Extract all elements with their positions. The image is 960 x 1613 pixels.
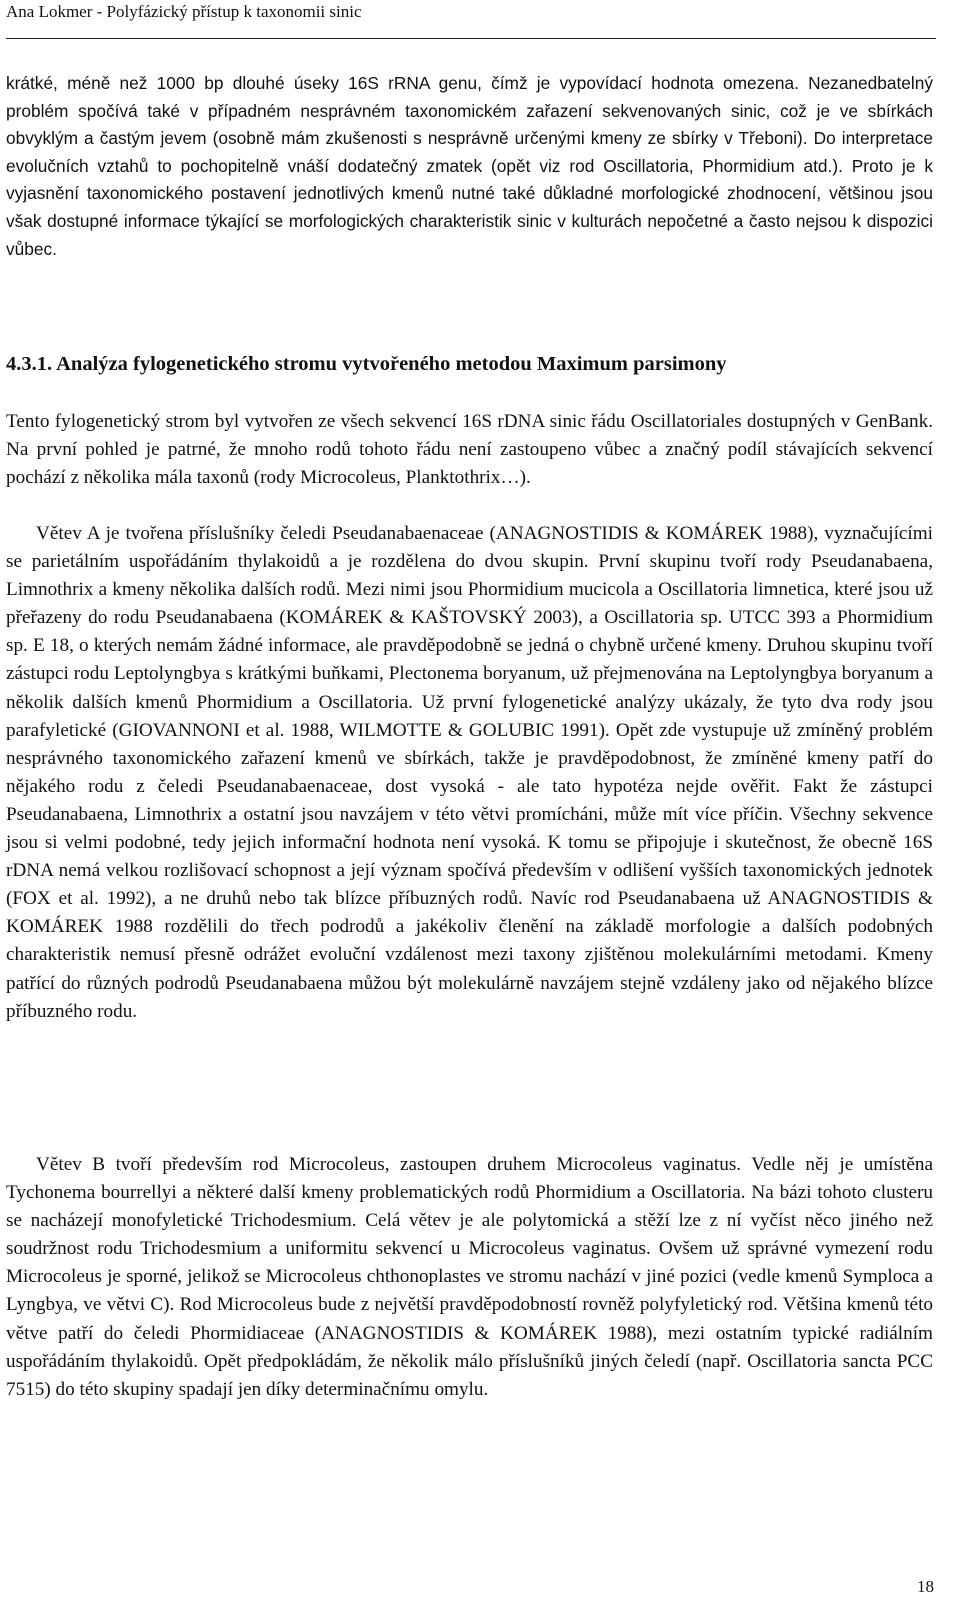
- page-number: 18: [917, 1577, 934, 1596]
- section-heading: 4.3.1. Analýza fylogenetického stromu vytvořeného metodou Maximum parsimony: [6, 353, 727, 375]
- header-rule: [6, 38, 936, 39]
- section-paragraph-1: Tento fylogenetický strom byl vytvořen ze všech sekvencí 16S rDNA sinic řádu Oscillatoriales dostupných v GenBank. Na první pohled je patrné, že mnoho rodů tohoto řádu není zastoupeno vůbec a značný podíl stávajících sekvencí pochází z několika mála taxonů (rody Microcoleus, Planktothrix…).: [6, 411, 933, 489]
- intro-paragraph: krátké, méně než 1000 bp dlouhé úseky 16S rRNA genu, čímž je vypovídací hodnota omezena. Nezanedbatelný problém spočívá také v případném nesprávném taxonomickém zařazení sekvenovaných sinic, což je ve sbírkách obvyklým a častým jevem (osobně mám zkušenosti s nesprávně určenými kmeny ze sbírky v Třeboni). Do interpretace evolučních vztahů to pochopitelně vnáší dodatečný zmatek (opět viz rod Oscillatoria, Phormidium atd.). Proto je k vyjasnění taxonomického postavení jednotlivých kmenů nutné také důkladné morfologické zhodnocení, většinou jsou však dostupné informace týkající se morfologických charakteristik sinic v kulturách nepočetné a často nejsou k dispozici vůbec.: [6, 73, 933, 259]
- section-paragraph-3: Větev B tvoří především rod Microcoleus, zastoupen druhem Microcoleus vaginatus. Vedle něj je umístěna Tychonema bourrellyi a některé další kmeny problematických rodů Phormidium a Oscillatoria. Na bázi tohoto clusteru se nacházejí monofyletické Trichodesmium. Celá větev je ale polytomická a stěží lze z ní vyčíst něco jiného než soudržnost rodu Trichodesmium a uniformitu sekvencí u Microcoleus vaginatus. Ovšem už správné vymezení rodu Microcoleus je sporné, jelikož se Microcoleus chthonoplastes ve stromu nachází v jiné pozici (vedle kmenů Symploca a Lyngbya, ve větvi C). Rod Microcoleus bude z největší pravděpodobností rovněž polyfyletický rod. Většina kmenů této větve patří do čeledi Phormidiaceae (ANAGNOSTIDIS & KOMÁREK 1988), mezi ostatním typické radiálním uspořádáním thylakoidů. Opět předpokládám, že několik málo příslušníků jiných čeledí (např. Oscillatoria sancta PCC 7515) do této skupiny spadají jen díky determinačnímu omylu.: [6, 1154, 933, 1400]
- running-header: Ana Lokmer - Polyfázický přístup k taxonomii sinic: [6, 2, 362, 21]
- section-paragraph-2: Větev A je tvořena příslušníky čeledi Pseudanabaenaceae (ANAGNOSTIDIS & KOMÁREK 1988), vyznačujícími se parietálním uspořádáním thylakoidů a je rozdělena do dvou skupin. První skupinu tvoří rody Pseudanabaena, Limnothrix a kmeny několika dalších rodů. Mezi nimi jsou Phormidium mucicola a Oscillatoria limnetica, které jsou už přeřazeny do rodu Pseudanabaena (KOMÁREK & KAŠTOVSKÝ 2003), a Oscillatoria sp. UTCC 393 a Phormidium sp. E 18, o kterých nemám žádné informace, ale pravděpodobně se jedná o chybně určené kmeny. Druhou skupinu tvoří zástupci rodu Leptolyngbya s krátkými buňkami, Plectonema boryanum, už přejmenována na Leptolyngbya boryanum a několik dalších kmenů Phormidium a Oscillatoria. Už první fylogenetické analýzy ukázaly, že tyto dva rody jsou parafyletické (GIOVANNONI et al. 1988, WILMOTTE & GOLUBIC 1991). Opět zde vystupuje už zmíněný problém nesprávného taxonomického zařazení kmenů ve sbírkách, takže je pravděpodobnost, že zmíněné kmeny patří do nějakého rodu z čeledi Pseudanabaenaceae, dost vysoká - ale tato hypotéza nejde ověřit. Fakt že zástupci Pseudanabaena, Limnothrix a ostatní jsou navzájem v této větvi promícháni, může mít více příčin. Všechny sekvence jsou si velmi podobné, tedy jejich informační hodnota není vysoká. K tomu se připojuje i skutečnost, že obecně 16S rDNA nemá velkou rozlišovací schopnost a její význam spočívá především v odlišení vyšších taxonomických jednotek (FOX et al. 1992), a ne druhů nebo tak blízce příbuzných rodů. Navíc rod Pseudanabaena už ANAGNOSTIDIS & KOMÁREK 1988 rozdělili do třech podrodů a jakékoliv členění na základě morfologie a dalších podobných charakteristik nemusí přesně odrážet evoluční vzdálenost mezi taxony zjištěnou molekulárními metodami. Kmeny patřící do různých podrodů Pseudanabaena můžou být molekulárně navzájem stejně vzdáleny jako od nějakého blízce příbuzného rodu.: [6, 523, 933, 1022]
